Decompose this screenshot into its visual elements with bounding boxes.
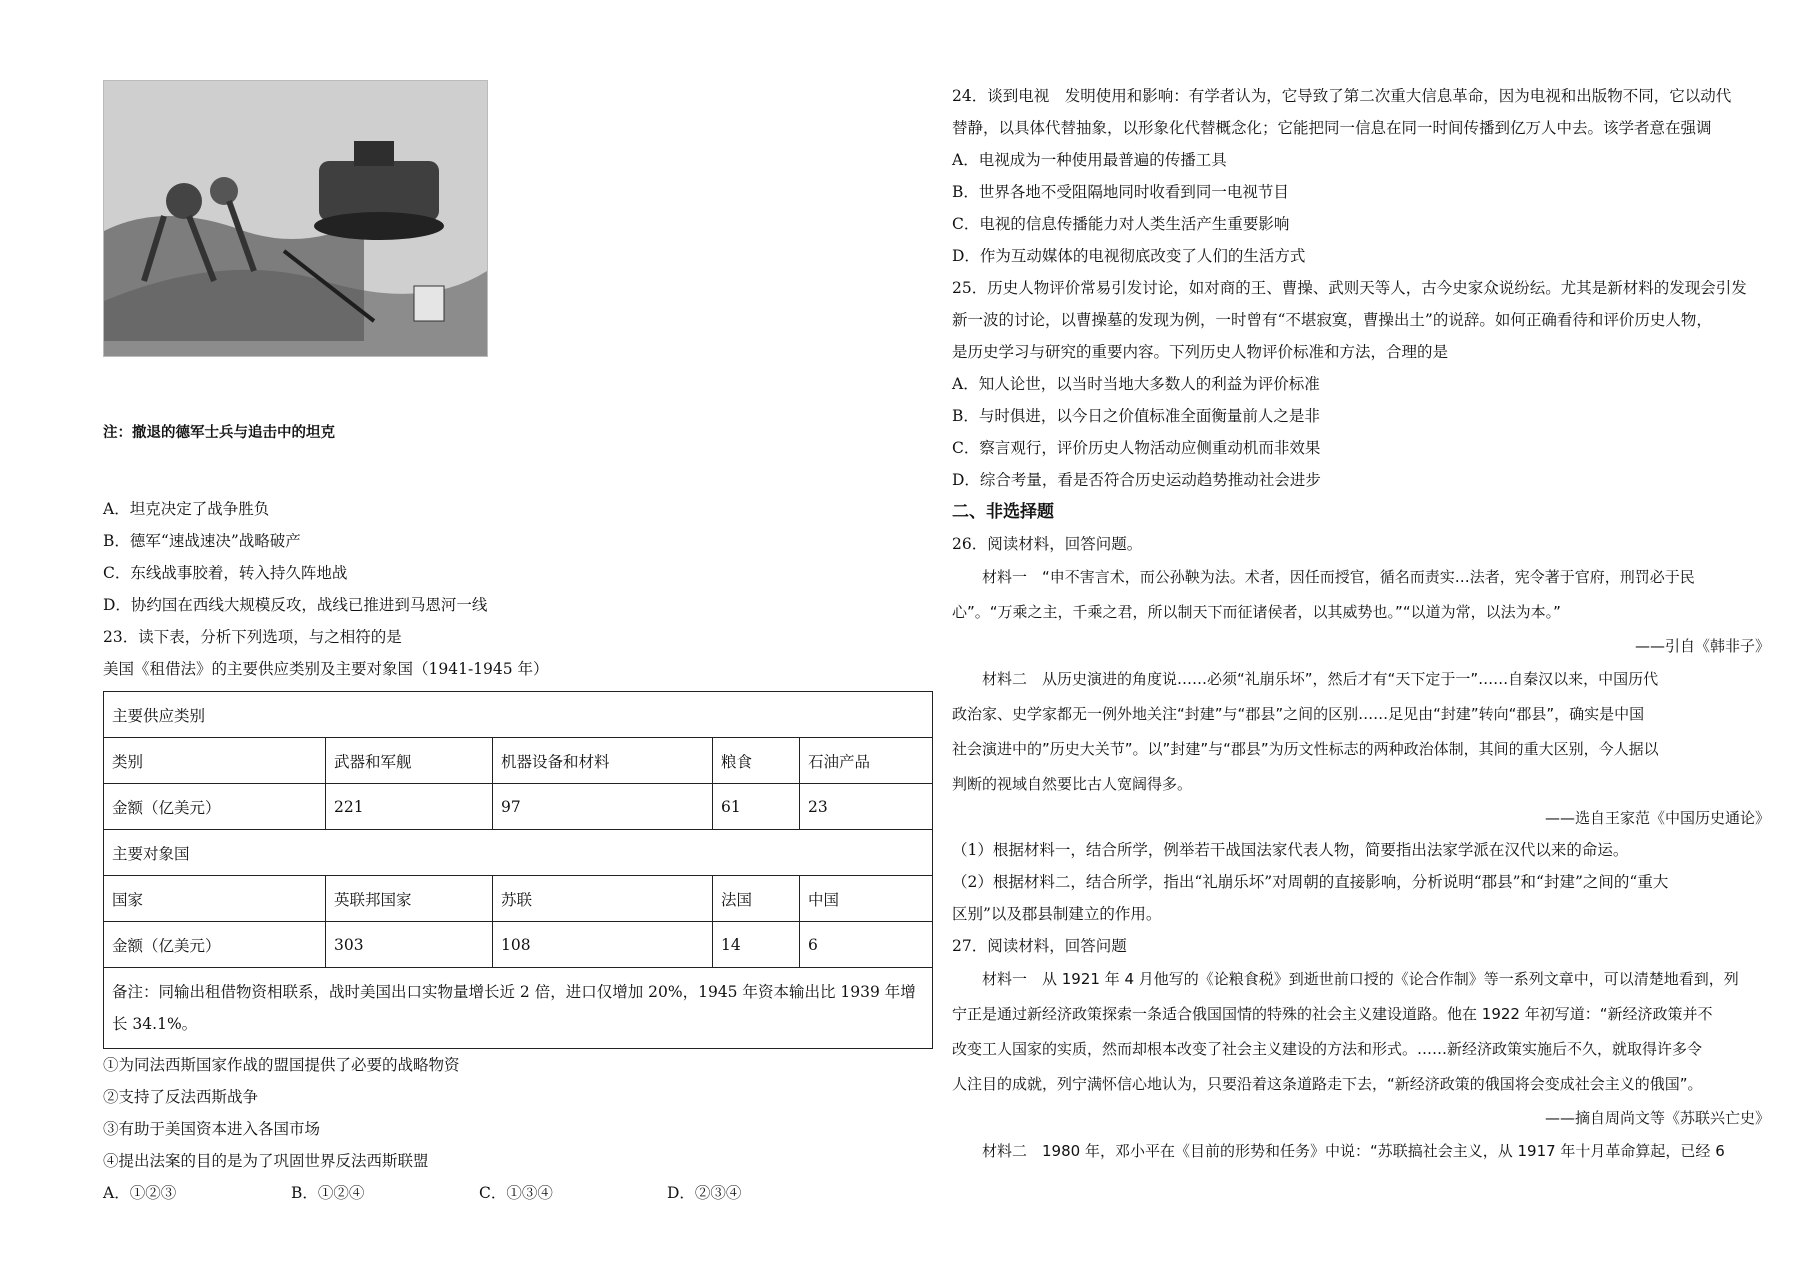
q25-line: 25．历史人物评价常易引发讨论，如对商的王、曹操、武则天等人，古今史家众说纷纭。尤其是新材料的发现会引发 <box>952 279 1747 297</box>
table-row <box>104 830 933 876</box>
table-row <box>104 692 933 738</box>
table-cell: 金额（亿美元） <box>104 784 326 830</box>
lend-lease-table <box>103 691 933 1049</box>
table-cell: 苏联 <box>493 876 713 922</box>
material-line: 人注目的成就，列宁满怀信心地认为，只要沿着这条道路走下去，“新经济政策的俄国将会变成社会主义的俄国”。 <box>952 1075 1703 1093</box>
table-cell: 法国 <box>713 876 800 922</box>
q23-option-b[interactable]: B．①②④ <box>291 1184 365 1202</box>
table-cell: 303 <box>326 922 493 968</box>
q27-material-2: 材料二 1980 年，邓小平在《目前的形势和任务》中说：“苏联搞社会主义，从 1917 年十月革命算起，已经 6 <box>982 1142 1725 1160</box>
table-cell: 6 <box>800 922 933 968</box>
table-row <box>104 738 933 784</box>
q23-items <box>103 1049 933 1177</box>
figure-caption: 注：撤退的德军士兵与追击中的坦克 <box>103 424 335 441</box>
material-line: 宁正是通过新经济政策探索一条适合俄国国情的特殊的社会主义建设道路。他在 1922 年初写道：“新经济政策并不 <box>952 1005 1713 1023</box>
q22-option-a[interactable]: A．坦克决定了战争胜负 <box>103 500 270 518</box>
q25-options <box>952 368 1770 496</box>
table-cell: 108 <box>493 922 713 968</box>
material-line: 改变工人国家的实质，然而却根本改变了社会主义建设的方法和形式。……新经济政策实施后不久，就取得许多令 <box>952 1040 1703 1058</box>
q22-options <box>103 493 933 621</box>
table-note: 备注：同输出租借物资相联系，战时美国出口实物量增长近 2 倍，进口仅增加 20%，1945 年资本输出比 1939 年增长 34.1%。 <box>104 968 933 1049</box>
q23-option-c[interactable]: C．①③④ <box>479 1184 553 1202</box>
q23-option-a[interactable]: A．①②③ <box>103 1184 177 1202</box>
table-row <box>104 968 933 1049</box>
table-row <box>104 784 933 830</box>
table-cell: 221 <box>326 784 493 830</box>
q26-stem: 26．阅读材料，回答问题。 <box>952 535 1143 553</box>
q26-subquestion-2-cont: 区别”以及郡县制建立的作用。 <box>952 905 1162 923</box>
table-cell: 国家 <box>104 876 326 922</box>
q24-option-c[interactable]: C．电视的信息传播能力对人类生活产生重要影响 <box>952 215 1290 233</box>
material-line: 材料一 “申不害言术，而公孙鞅为法。术者，因任而授官，循名而责实…法者，宪令著于官府，刑罚必于民 <box>982 568 1695 586</box>
q22-option-c[interactable]: C．东线战事胶着，转入持久阵地战 <box>103 564 348 582</box>
section-header-supply: 主要供应类别 <box>104 692 933 738</box>
table-cell: 类别 <box>104 738 326 784</box>
q27-stem: 27．阅读材料，回答问题 <box>952 937 1127 955</box>
table-cell: 机器设备和材料 <box>493 738 713 784</box>
material-line: 心”。“万乘之主，千乘之君，所以制天下而征诸侯者，以其威势也。”“以道为常，以法为本。” <box>952 603 1561 621</box>
material-source: ——引自《韩非子》 <box>1634 637 1770 655</box>
q25-line: 是历史学习与研究的重要内容。下列历史人物评价标准和方法，合理的是 <box>952 343 1449 361</box>
q26-subquestion-2: （2）根据材料二，结合所学，指出“礼崩乐坏”对周朝的直接影响，分析说明“郡县”和“封建”之间的“重大 <box>952 873 1669 891</box>
q22-option-b[interactable]: B．德军“速战速决”战略破产 <box>103 532 301 550</box>
ww1-tank-illustration <box>103 80 488 357</box>
section-header-countries: 主要对象国 <box>104 830 933 876</box>
q25-stem <box>952 272 1770 368</box>
q22-option-d[interactable]: D．协约国在西线大规模反攻，战线已推进到马恩河一线 <box>103 596 488 614</box>
material-line: 判断的视域自然要比古人宽阔得多。 <box>952 775 1193 793</box>
q25-option-c[interactable]: C．察言观行，评价历史人物活动应侧重动机而非效果 <box>952 439 1321 457</box>
sketch-drawing <box>104 81 487 356</box>
material-line: 材料一 从 1921 年 4 月他写的《论粮食税》到逝世前口授的《论合作制》等一系列文章中，可以清楚地看到，列 <box>982 970 1739 988</box>
section-title: 二、非选择题 <box>952 502 1054 522</box>
table-row <box>104 876 933 922</box>
q23-item-2: ②支持了反法西斯战争 <box>103 1088 259 1106</box>
table-cell: 粮食 <box>713 738 800 784</box>
q23-item-1: ①为同法西斯国家作战的盟国提供了必要的战略物资 <box>103 1056 460 1074</box>
table-cell: 23 <box>800 784 933 830</box>
q27-material-1 <box>952 962 1770 1134</box>
table-title: 美国《租借法》的主要供应类别及主要对象国（1941-1945 年） <box>103 660 549 678</box>
q26-subquestion-1: （1）根据材料一，结合所学，例举若干战国法家代表人物，简要指出法家学派在汉代以来的命运。 <box>952 841 1629 859</box>
q25-line: 新一波的讨论，以曹操墓的发现为例，一时曾有“不堪寂寞，曹操出土”的说辞。如何正确看待和评价历史人物， <box>952 311 1712 329</box>
left-column <box>103 80 933 1209</box>
q24-option-a[interactable]: A．电视成为一种使用最普遍的传播工具 <box>952 151 1227 169</box>
q23-options <box>103 1177 933 1209</box>
q24-line: 24．谈到电视 发明使用和影响：有学者认为，它导致了第二次重大信息革命，因为电视和出版物不同，它以动代 <box>952 87 1732 105</box>
material-source: ——摘自周尚文等《苏联兴亡史》 <box>1544 1109 1770 1127</box>
material-line: 政治家、史学家都无一例外地关注“封建”与“郡县”之间的区别……足见由“封建”转向“郡县”，确实是中国 <box>952 705 1645 723</box>
q25-option-b[interactable]: B．与时俱进，以今日之价值标准全面衡量前人之是非 <box>952 407 1320 425</box>
table-cell: 97 <box>493 784 713 830</box>
material-source: ——选自王家范《中国历史通论》 <box>1544 809 1770 827</box>
table-cell: 61 <box>713 784 800 830</box>
q23-item-3: ③有助于美国资本进入各国市场 <box>103 1120 321 1138</box>
table-cell: 武器和军舰 <box>326 738 493 784</box>
q26-material-1 <box>952 560 1770 662</box>
table-cell: 中国 <box>800 876 933 922</box>
table-cell: 金额（亿美元） <box>104 922 326 968</box>
table-cell: 14 <box>713 922 800 968</box>
table-cell: 英联邦国家 <box>326 876 493 922</box>
q23-stem: 23．读下表，分析下列选项，与之相符的是 <box>103 628 402 646</box>
material-line: 材料二 从历史演进的角度说……必须“礼崩乐坏”，然后才有“天下定于一”……自秦汉以来，中国历代 <box>982 670 1659 688</box>
q26-material-2 <box>952 662 1770 834</box>
q25-option-a[interactable]: A．知人论世，以当时当地大多数人的利益为评价标准 <box>952 375 1320 393</box>
q24-option-d[interactable]: D．作为互动媒体的电视彻底改变了人们的生活方式 <box>952 247 1306 265</box>
q24-options <box>952 144 1770 272</box>
q23-option-d[interactable]: D．②③④ <box>667 1184 742 1202</box>
table-cell: 石油产品 <box>800 738 933 784</box>
right-column <box>952 80 1770 1169</box>
q24-option-b[interactable]: B．世界各地不受阻隔地同时收看到同一电视节目 <box>952 183 1289 201</box>
q23-item-4: ④提出法案的目的是为了巩固世界反法西斯联盟 <box>103 1152 429 1170</box>
material-line: 社会演进中的”历史大关节”。以”封建”与“郡县”为历文性标志的两种政治体制，其间的重大区别，今人据以 <box>952 740 1659 758</box>
q24-line: 替静，以具体代替抽象，以形象化代替概念化；它能把同一信息在同一时间传播到亿万人中去。该学者意在强调 <box>952 119 1712 137</box>
q24-stem <box>952 80 1770 144</box>
q25-option-d[interactable]: D．综合考量，看是否符合历史运动趋势推动社会进步 <box>952 471 1321 489</box>
table-row <box>104 922 933 968</box>
